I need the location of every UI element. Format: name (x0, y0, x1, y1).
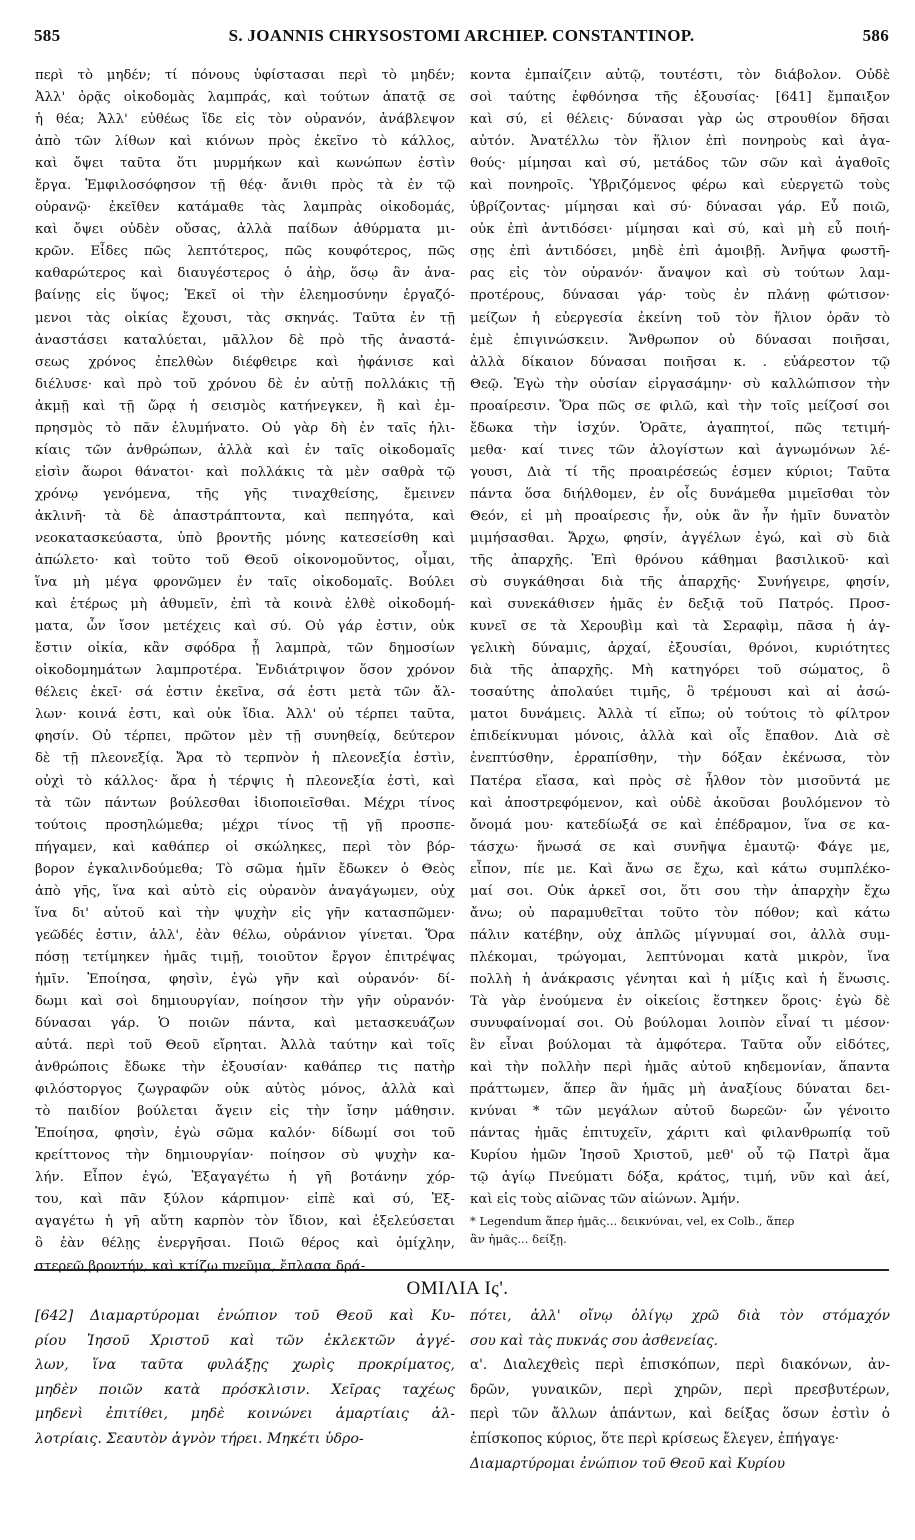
text-line: τούτοις προσηλώμεθα; μέχρι τίνος τῇ γῇ προσπε- (35, 817, 455, 833)
text-line: ἀπώλετο· καὶ τοῦτο τοῦ Θεοῦ οἰκονομοῦντος, οἶμαι, (35, 553, 455, 569)
text-line: διὰ τῆς ἀπαρχῆς. Μὴ κατηγόρει τοῦ σώματος, ὃ (470, 663, 890, 679)
text-line: ἀλλὰ δίκαιον δύνασαι ποιῆσαι κ. . εὐάρεστον τῷ (470, 354, 890, 370)
text-line: ἡμῖν. Ἐποίησα, φησὶν, ἐγὼ γῆν καὶ οὐρανόν· δί- (35, 971, 455, 987)
text-line: πολλὴ ἡ ἀνάκρασις γένηται καὶ ἡ μίξις καὶ ἡ ἕνωσις. (470, 971, 890, 987)
text-line: νεοκατασκεύαστα, ὑπὸ βροντῆς μόνης κατεσείσθη καὶ (35, 530, 455, 546)
text-line: περὶ τῶν ἄλλων ἁπάντων, καὶ δείξας ὅσων ἐστὶν ὁ (470, 1406, 890, 1423)
text-line: οἰκοδομημάτων λαμπροτέρα. Ἐνδιάτριψον ὅσον χρόνον (35, 663, 455, 679)
text-line: γουσι, Διὰ τί τῆς προαιρέσεώς ἐσμεν κύριοι; Ταῦτα (470, 464, 890, 480)
text-line: γελικὴ δύναμις, ἀρχαί, ἐξουσίαι, θρόνοι, κυριότητες (470, 641, 890, 657)
page-number-left: 585 (34, 26, 61, 45)
text-line: Θεόν, εἰ μὴ προαίρεσις ἦν, οὐκ ἂν ἦν ἡμῖν δυνατὸν (470, 508, 890, 524)
homily-left-column (35, 1304, 455, 1452)
footnote-line: ἂν ἡμᾶς... δείξῃ. (470, 1232, 567, 1246)
text-line: καὶ τὴν πολλὴν περὶ ἡμᾶς αὐτοῦ κηδεμονίαν, ἅπαντα (470, 1060, 890, 1076)
text-line: καὶ σύ, εἰ θέλεις· δύνασαι γὰρ ὡς στρουθίον δῆσαι (470, 112, 890, 128)
text-line: σεως χρόνος ἐπελθὼν διέφθειρε καὶ ἠφάνισε καὶ (35, 354, 455, 370)
text-line: Κυρίου ἡμῶν Ἰησοῦ Χριστοῦ, μεθ' οὗ τῷ Πατρὶ ἅμα (470, 1148, 890, 1164)
text-line: ἔργα. Ἐμφιλοσόφησον τῇ θέᾳ· ἄνιθι πρὸς τὰ ἐν τῷ (35, 178, 455, 194)
text-line: πότει, ἀλλ' οἴνῳ ὀλίγῳ χρῶ διὰ τὸν στόμαχόν (470, 1308, 890, 1324)
text-line: πάλιν κατέβην, οὐχ ἁπλῶς μίγνυμαί σοι, ἀλλὰ συμ- (470, 927, 890, 943)
text-line: κνύναι * τῶν μεγάλων αὐτοῦ δωρεῶν· ὧν γένοιτο (470, 1104, 890, 1120)
text-line: πόσῃ τετίμηκεν ἡμᾶς τιμῇ, τοιοῦτον ἔργον ἐπιτρέψας (35, 949, 455, 965)
left-column (35, 65, 455, 1278)
text-line: δρῶν, γυναικῶν, περὶ χηρῶν, περὶ πρεσβυτέρων, (470, 1381, 890, 1398)
text-line: πάντας ἡμᾶς ἐπιτυχεῖν, χάριτι καὶ φιλανθρωπίᾳ τοῦ (470, 1126, 890, 1142)
text-line: ἄνω; οὐ παραμυθεῖται τοῦτο τὸν πόθον; καὶ κάτω (470, 905, 890, 921)
text-line: συνυφαίνομαί σοι. Οὐ βούλομαι λοιπὸν εἶναί τι μέσον· (470, 1016, 890, 1032)
text-line: ὑβρίζοντας· μίμησαι καὶ σύ· δύνασαι γάρ. Εὖ ποιῶ, (470, 200, 890, 216)
text-line: κίαις τῶν ἀνθρώπων, ἀλλὰ καὶ ἐν ταῖς οἰκοδομαῖς (35, 442, 455, 458)
text-line: ρας εἰς τὸν οὐρανόν· ἄναψον καὶ σὺ τούτων λαμ- (470, 266, 890, 282)
text-line: μαί σοι. Οὐκ ἀρκεῖ σοι, ὅτι σου τὴν ἀπαρχὴν ἔχω (470, 883, 890, 899)
text-line: Διαμαρτύρομαι ἐνώπιον τοῦ Θεοῦ καὶ Κυρίου (470, 1455, 786, 1472)
text-line: τὸ παιδίον βούλεται ἄγειν εἰς τὴν ἴσην μάθησιν. (35, 1104, 455, 1120)
text-line: του, καὶ πᾶν ξύλον κάρπιμον· εἰπὲ καὶ σύ, Ἐξ- (35, 1192, 455, 1208)
text-line: φησίν. Οὐ τέρπει, πρῶτον μὲν τῇ συνηθείᾳ, δεύτερον (35, 729, 455, 745)
text-line: ρίου Ἰησοῦ Χριστοῦ καὶ τῶν ἐκλεκτῶν ἀγγέ- (35, 1332, 455, 1349)
right-column (470, 65, 890, 1211)
text-line: Τὰ γὰρ ἑνούμενα ἐν οἰκείοις ἕστηκεν ὅροις· ἐγὼ δὲ (470, 993, 890, 1009)
homily-title: ΟΜΙΛΙΑ Ις'. (406, 1278, 509, 1299)
text-line: καὶ πονηροῖς. Ὑβριζόμενος φέρω καὶ εὐεργετῶ τοὺς (470, 178, 890, 194)
text-line: κρῶν. Εἶδες πῶς λεπτότερος, πῶς κουφότερος, πῶς (35, 244, 455, 260)
text-line: σῃς ἐπὶ ἀντιδόσει, μηδὲ ἐπὶ ἀμοιβῇ. Ἀνῆψα φωστῆ- (470, 244, 890, 260)
text-line: ἐπιδείκνυμαι μόνοις, ἀλλὰ καὶ οἷς ἔπαθον. Διὰ σὲ (470, 729, 890, 745)
text-line: λων· κοινά ἐστι, καὶ οὐκ ἴδια. Ἀλλ' οὐ τέρπει ταῦτα, (35, 707, 455, 723)
text-line: λων, ἵνα ταῦτα φυλάξῃς χωρὶς προκρίματος, (35, 1357, 455, 1374)
running-head-title: S. JOANNIS CHRYSOSTOMI ARCHIEP. CONSTANTINOP. (228, 26, 695, 45)
text-line: ἵνα δι' αὐτοῦ καὶ τὴν ψυχὴν εἰς γῆν κατασπῶμεν· (35, 905, 455, 921)
text-line: δωμι καὶ σοὶ δημιουργίαν, ποίησον τὴν γῆν οὐρανόν· (35, 993, 455, 1009)
text-line: αὐτά. περὶ τοῦ Θεοῦ εἴρηται. Ἀλλὰ ταύτην καὶ τοῖς (35, 1038, 455, 1054)
text-line: ματα, ὧν ἴσον μετέχεις καὶ σύ. Οὐ γάρ ἐστιν, οὐκ (35, 619, 455, 635)
text-line: γεῶδές ἐστιν, ἀλλ', ἐὰν θέλω, οὐράνιον γίνεται. Ὅρα (35, 927, 455, 943)
text-line: ματοι δυνάμεις. Ἀλλὰ τί εἴπω; οὐ τούτοις τὸ φίλτρον (470, 707, 890, 723)
text-line: οὐρανῷ· ἐκεῖθεν κατάμαθε τὰς λαμπρὰς οἰκοδομάς, (35, 200, 455, 216)
text-line: πρησμὸς τὸ πᾶν ἐλυμήνατο. Οὐ γὰρ δὴ ἐν ταῖς ἡλι- (35, 420, 455, 436)
text-line: περὶ τὸ μηδέν; τί πόνους ὑφίστασαι περὶ τὸ μηδέν; (35, 68, 455, 83)
text-line: καὶ ὄψει ταῦτα ὅτι μυρμήκων καὶ κωνώπων ἐστὶν (35, 156, 455, 172)
text-line: φιλόστοργος ζωγραφῶν οὐκ αὐτὸς μόνος, ἀλλὰ καὶ (35, 1082, 455, 1098)
text-line: ἀνθρώποις ἔδωκε τὴν ἐξουσίαν· καθάπερ τις πατὴρ (35, 1060, 455, 1076)
text-line: Πατέρα εἴασα, καὶ πρὸς σὲ ἦλθον τὸν μισοῦντά με (470, 773, 890, 789)
text-line: δύνασαι γάρ. Ὁ ποιῶν πάντα, καὶ μετασκευάζων (35, 1016, 455, 1032)
text-line: ἀπὸ τῶν λίθων καὶ κιόνων πρὸς ἐκεῖνο τὸ κάλλος, (35, 134, 455, 150)
text-line: ἔστιν οἰκία, κἂν σφόδρα ᾖ λαμπρὰ, τῶν δημοσίων (35, 641, 455, 657)
text-line: ὃ ἐὰν θέλῃς ἐνεργῆσαι. Ποιῶ θέρος καὶ ὁμίχλην, (35, 1236, 455, 1252)
text-line: αὐτόν. Ἀνατέλλω τὸν ἥλιον ἐπὶ πονηροὺς καὶ ἀγα- (470, 134, 890, 150)
text-line: λήν. Εἶπον ἐγώ, Ἐξαγαγέτω ἡ γῆ βοτάνην χόρ- (35, 1170, 455, 1186)
text-line: καὶ συνεκάθισεν ἡμᾶς ἐν δεξιᾷ τοῦ Πατρός. Προσ- (470, 597, 890, 613)
text-line: Ἐποίησα, φησὶν, ἐγὼ σῶμα καλόν· δίδωμί σοι τοῦ (35, 1126, 455, 1142)
text-line: ἀκλινῆ· τὰ δὲ ἀπαστράπτοντα, καὶ πεπηγότα, καὶ (35, 508, 455, 524)
text-line: καθαρώτερος καὶ διαυγέστερος ὁ ἀὴρ, ὅσῳ ἂν ἀνα- (35, 266, 455, 282)
text-line: ἀπὸ γῆς, ἵνα καὶ αὐτὸ εἰς οὐρανὸν ἀναγάγωμεν, οὐχ (35, 883, 455, 899)
text-line: πράττωμεν, ἅπερ ἂν ἡμᾶς μὴ ἀναξίους δύναται δει- (470, 1082, 890, 1098)
text-line: θέλεις ἐκεῖ· σά ἐστιν ἐκεῖνα, σά ἐστι μετὰ τῶν ἄλ- (35, 685, 455, 701)
section-divider (34, 1269, 889, 1271)
text-line: καὶ ὄψει οὐδὲν οὔσας, ἀλλὰ παίδων ἀθύρματα μι- (35, 222, 455, 238)
text-line: σου καὶ τὰς πυκνάς σου ἀσθενείας. (470, 1332, 718, 1349)
text-line: Ἀλλ' ὁρᾷς οἰκοδομὰς λαμπράς, καὶ τούτων ἀπατᾷ σε (35, 90, 455, 106)
text-line: αγαγέτω ἡ γῆ αὕτη καρπὸν τὸν ἴδιον, καὶ ἐξελεύσεται (35, 1214, 455, 1230)
text-line: μείζων ἡ εὐεργεσία ἐκείνη τοῦ τὸν ἥλιον ὁρᾶν τὸ (470, 310, 890, 326)
text-line: προαίρεσιν. Ὅρα πῶς σε φιλῶ, καὶ τὴν τοῖς μείζοσί σοι (470, 398, 890, 414)
text-line: προτέρους, δύνασαι γάρ· τοὺς ἐν πλάνῃ φώτισον· (470, 288, 890, 304)
text-line: [642] Διαμαρτύρομαι ἐνώπιον τοῦ Θεοῦ καὶ Κυ- (35, 1308, 455, 1324)
text-line: κρείττονος τὴν δημιουργίαν· ποίησον σὺ ψυχὴν κα- (35, 1148, 455, 1164)
text-line: θούς· μίμησαι καὶ σύ, μετάδος τῶν σῶν καὶ ἀγαθοῖς (470, 156, 890, 172)
text-line: ἐμὲ ἐπιγινώσκειν. Ἄνθρωπον οὐ δύνασαι ποιῆσαι, (470, 332, 890, 348)
footnote (470, 1212, 890, 1248)
text-line: μεθα· καί τινες τῶν ἀλογίστων καὶ ἀγνωμόνων λέ- (470, 442, 890, 458)
text-line: καὶ εἰς τοὺς αἰῶνας τῶν αἰώνων. Ἀμήν. (470, 1192, 740, 1208)
text-line: στερεῶ βροντήν, καὶ κτίζω πνεῦμα, ἔπλασα δρά- (35, 1258, 366, 1274)
text-line: εἰσὶν ἄωροι θάνατοι· καὶ πολλάκις τὰ μὲν σαθρὰ τῷ (35, 464, 455, 480)
text-line: ἓν εἶναι βούλομαι τὰ ἀμφότερα. Ταῦτα οὖν εἰδότες, (470, 1038, 890, 1054)
text-line: σὺ συγκάθησαι διὰ τῆς ἀπαρχῆς· Συνήγειρε, φησίν, (470, 575, 890, 591)
text-line: οὐκ ἐπὶ ἀντιδόσει· μίμησαι καὶ σύ, καὶ μὴ εὖ ποιή- (470, 222, 890, 238)
text-line: λοτρίαις. Σεαυτὸν ἁγνὸν τήρει. Μηκέτι ὑδρο- (35, 1430, 364, 1447)
text-line: εἶπον, πίε με. Καὶ ἄνω σε ἔχω, καὶ κάτω συμπλέκο- (470, 861, 890, 877)
text-line: ἀναστάσει καταλύεται, μᾶλλον δὲ πρὸ τῆς ἀναστά- (35, 332, 455, 348)
text-line: μενοι τὰς οἰκίας ἔχουσι, τὰς σκηνάς. Ταῦτα ἐν τῇ (35, 310, 455, 326)
text-line: μηδὲν ποιῶν κατὰ πρόσκλισιν. Χεῖρας ταχέως (35, 1381, 455, 1398)
text-line: κυνεῖ σε τὰ Χερουβὶμ καὶ τὰ Σεραφὶμ, πᾶσα ἡ ἀγ- (470, 619, 890, 635)
text-line: καὶ ἀποστρεφόμενον, καὶ οὐδὲ ἀκοῦσαι βουλόμενον τὸ (470, 795, 890, 811)
text-line: μιμήσασθαι. Ἄρχω, φησίν, ἀγγέλων ἐγώ, καὶ σὺ διὰ (470, 530, 890, 546)
text-line: πλέκομαι, τρώγομαι, λεπτύνομαι κατὰ μικρὸν, ἵνα (470, 949, 890, 965)
page-number-right: 586 (862, 26, 889, 45)
text-line: ὄνομά μου· κατεδίωξά σε καὶ ἐπέδραμον, ἵνα σε κα- (470, 817, 890, 833)
text-line: τάσχω· ἥνωσά σε καὶ συνῆψα ἐμαυτῷ· Φάγε με, (470, 839, 890, 855)
text-line: ἐνεπτύσθην, ἐρραπίσθην, τὴν δόξαν ἐκένωσα, τὸν (470, 751, 890, 767)
homily-right-column (470, 1304, 890, 1476)
footnote-line: * Legendum ἅπερ ἡμᾶς... δεικνύναι, vel, ex Colb., ἅπερ (470, 1214, 795, 1228)
text-line: τοσαύτης ἀπολαύει τιμῆς, ὃ τρέμουσι καὶ αἱ ἀσώ- (470, 685, 890, 701)
text-line: διέλυσε· καὶ πρὸ τοῦ χρόνου δὲ ἐν αὐτῇ πολλάκις τῇ (35, 376, 455, 392)
text-line: ἵνα μὴ μέγα φρονῶμεν ἐν ταῖς οἰκοδομαῖς. Βούλει (35, 575, 455, 591)
text-line: ἡ θέα; Ἀλλ' εὐθέως ἴδε εἰς τὸν οὐρανόν, ἀνάβλεψον (35, 112, 455, 128)
text-line: Θεῷ. Ἐγὼ τὴν οὐσίαν εἰργασάμην· σὺ καλλώπισον τὴν (470, 376, 890, 392)
text-line: οὐχὶ τὸ κάλλος· ἄρα ἡ τέρψις ἡ πλεονεξία ἐστὶ, καὶ (35, 773, 455, 789)
text-line: βορον ἐγκαλινδούμεθα; Τὸ σῶμα ἡμῖν ἔδωκεν ὁ Θεὸς (35, 861, 455, 877)
text-line: χρόνῳ γενόμενα, τῆς γῆς τιναχθείσης, ἔμεινεν (35, 486, 455, 502)
running-header (34, 26, 889, 56)
text-line: ἔδωκα τὴν ἰσχύν. Ὁρᾶτε, ἀγαπητοί, πῶς τετιμή- (470, 420, 890, 436)
text-line: μηδενὶ ἐπιτίθει, μηδὲ κοινώνει ἁμαρτίαις ἀλ- (35, 1406, 455, 1423)
text-line: τῷ ἁγίῳ Πνεύματι δόξα, κράτος, τιμή, νῦν καὶ ἀεί, (470, 1170, 890, 1186)
text-line: δὲ τῇ πλεονεξίᾳ. Ἄρα τὸ τερπνὸν ἡ πλεονεξία ἐστὶν, (35, 751, 455, 767)
text-line: σοὶ ταύτης ἐφθόνησα τῆς ἐξουσίας· [641] ἔμπαιξον (470, 90, 890, 106)
text-line: καὶ ἑτέρως μὴ ἀθυμεῖν, ἐπὶ τὰ κοινὰ ἐλθὲ οἰκοδομή- (35, 597, 455, 613)
text-line: πάντα ὅσα διήλθομεν, ἐν οἷς δυνάμεθα μιμεῖσθαι τὸν (470, 486, 890, 502)
text-line: τὰ τῶν πάντων βούλεσθαι ἰδιοποιεῖσθαι. Μέχρι τίνος (35, 795, 455, 811)
text-line: τῆς ἀπαρχῆς. Ἐπὶ θρόνου κάθημαι βασιλικοῦ· καὶ (470, 553, 890, 569)
text-line: α'. Διαλεχθεὶς περὶ ἐπισκόπων, περὶ διακόνων, ἀν- (470, 1357, 890, 1374)
text-line: ἐπίσκοπος κύριος, ὅτε περὶ κρίσεως ἔλεγεν, ἐπήγαγε· (470, 1430, 840, 1447)
text-line: πήγαμεν, καὶ καθάπερ οἱ σκώληκες, περὶ τὸν βόρ- (35, 839, 455, 855)
text-line: κοντα ἐμπαίζειν αὐτῷ, τουτέστι, τὸν διάβολον. Οὐδὲ (470, 68, 890, 83)
text-line: ἀκμῇ καὶ τῇ ὥρᾳ ἡ σεισμὸς κατήνεγκεν, ἢ καὶ ἐμ- (35, 398, 455, 414)
text-line: βαίνῃς εἰς ὕψος; Ἐκεῖ οἱ τὴν ἐλεημοσύνην ἐργαζό- (35, 288, 455, 304)
